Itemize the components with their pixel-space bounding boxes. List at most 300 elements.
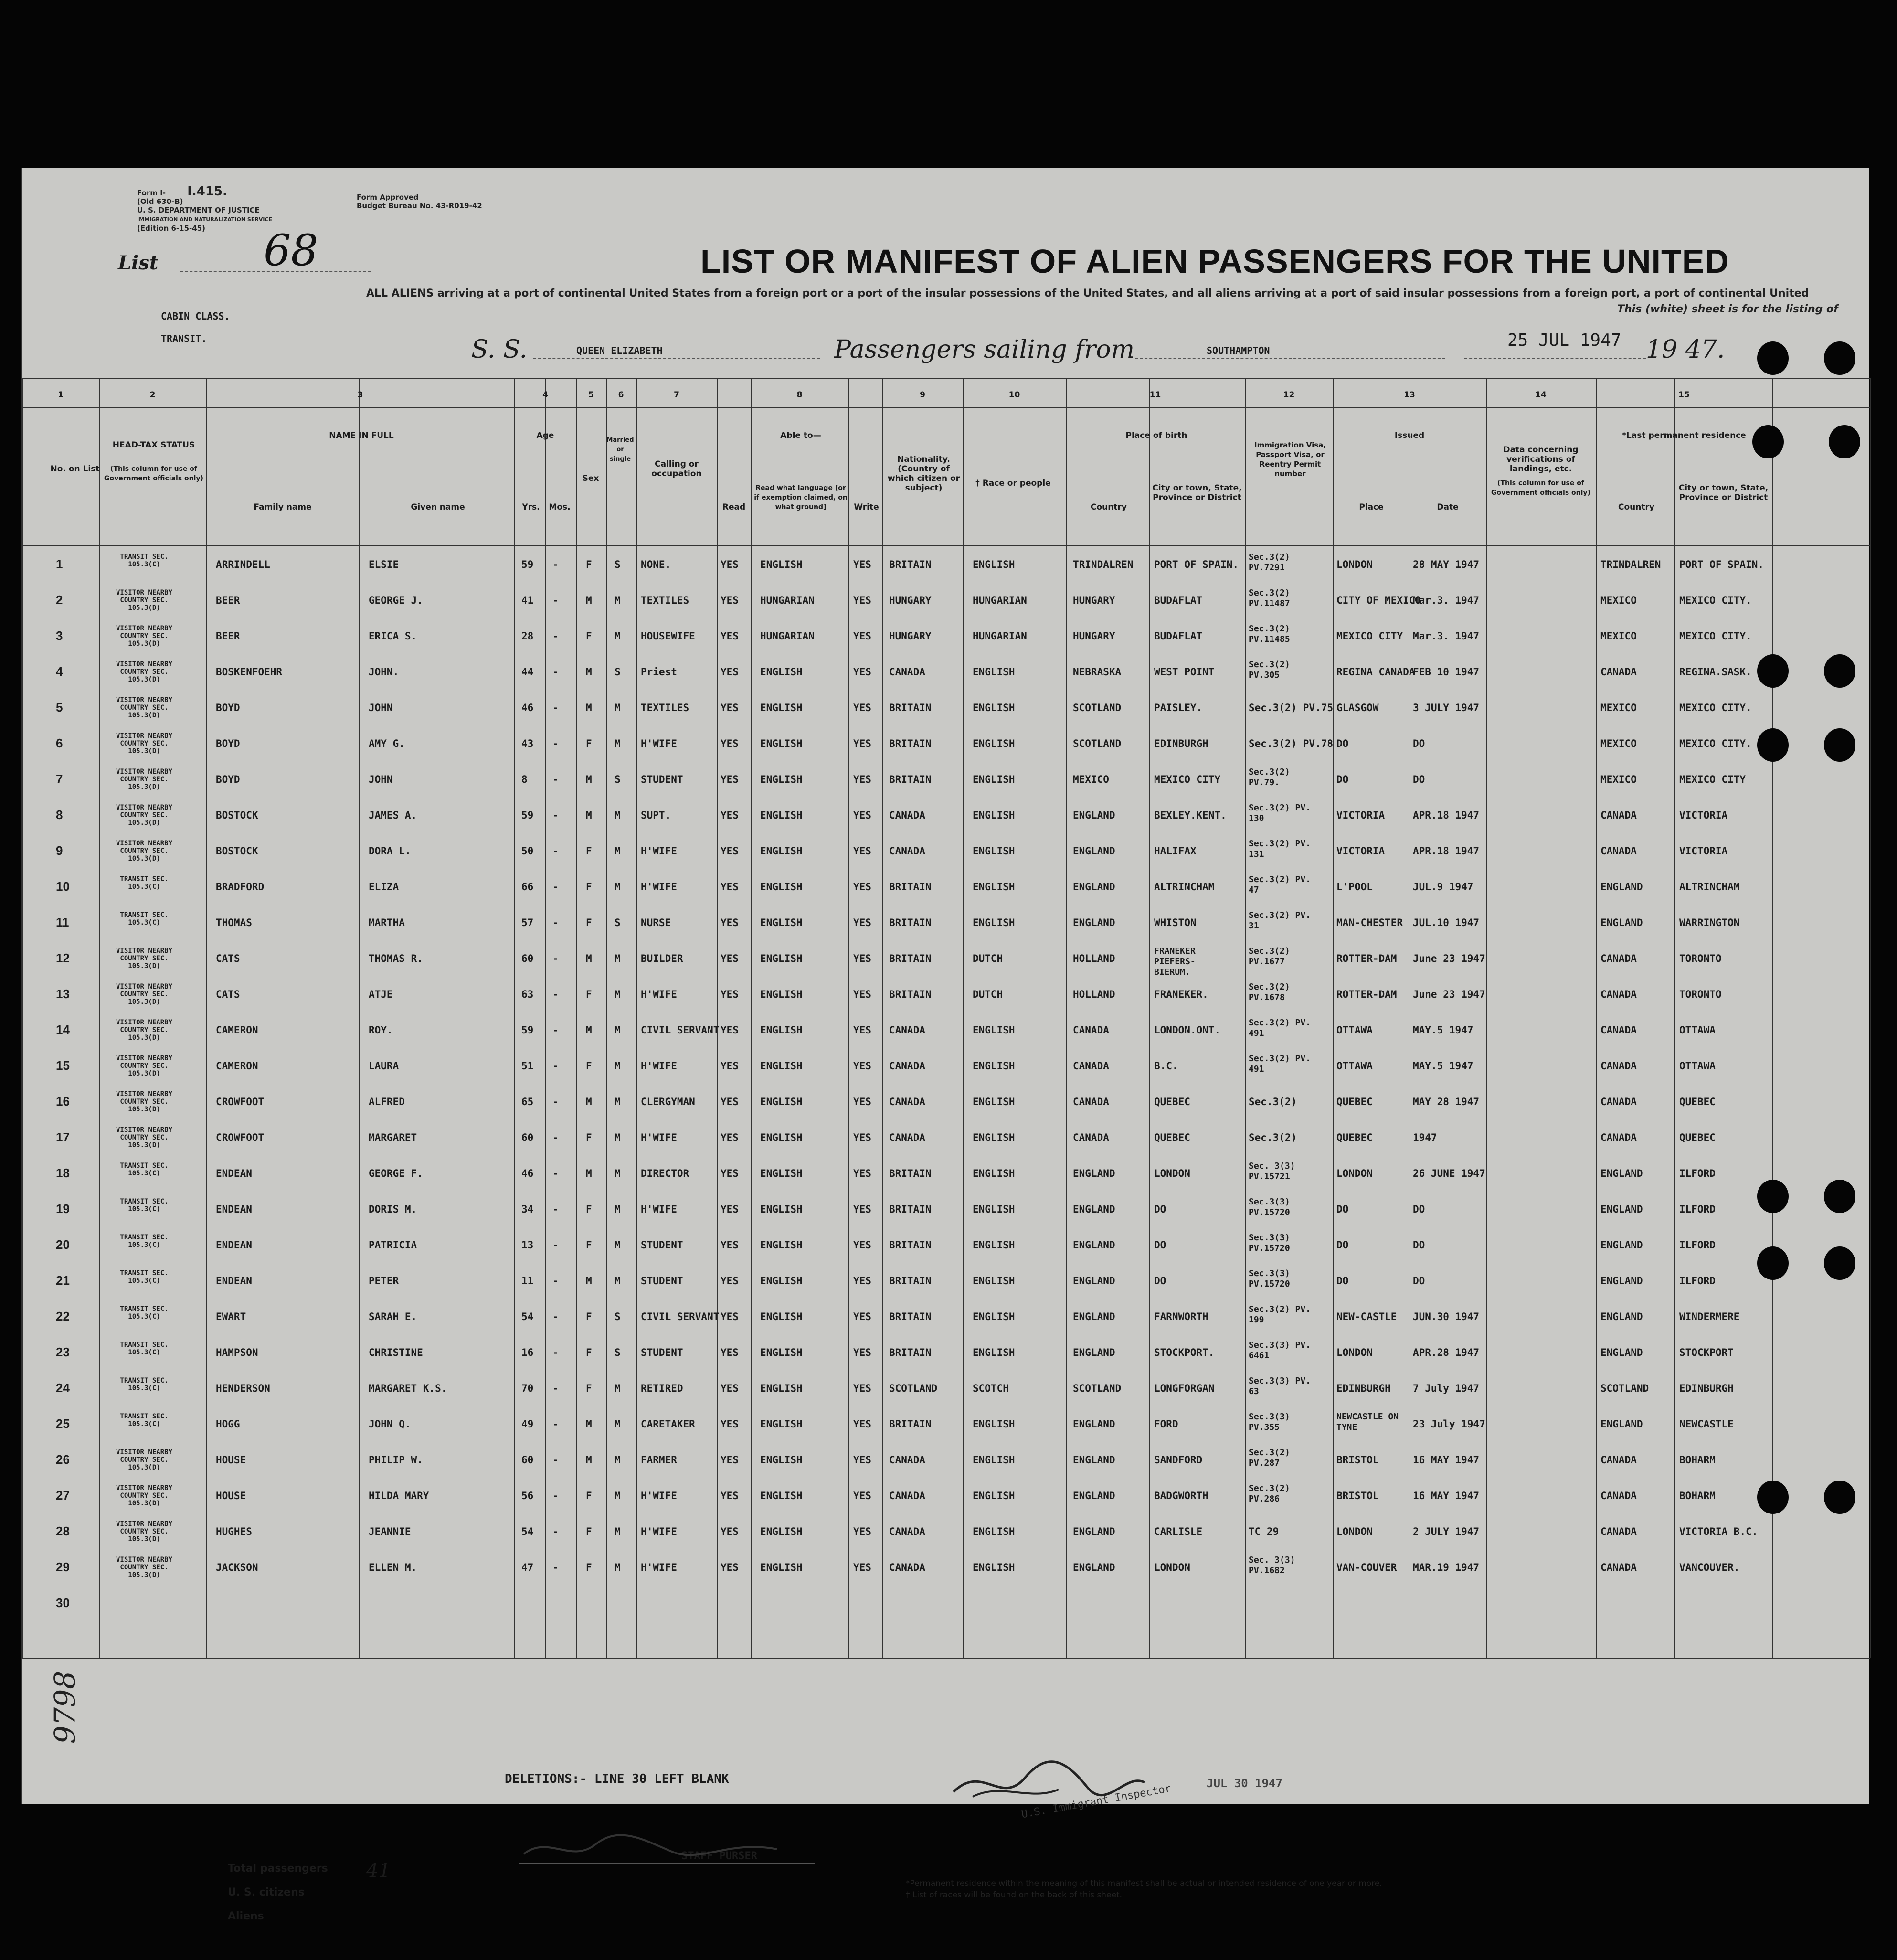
cell-n: 24 xyxy=(56,1381,70,1395)
cell-lang: ENGLISH xyxy=(760,1311,803,1322)
hdr-res-city: City or town, State, Province or District xyxy=(1678,483,1769,502)
cell-giv: JAMES A. xyxy=(369,810,417,821)
cell-idate: 1947 xyxy=(1413,1132,1437,1143)
cell-bc: SCOTLAND xyxy=(1073,738,1122,749)
cell-rd: YES xyxy=(721,1526,739,1537)
cell-rcity: MEXICO CITY. xyxy=(1679,738,1752,749)
cell-rd: YES xyxy=(721,1347,739,1358)
table-row xyxy=(22,1231,1870,1265)
cell-bcity: BUDAFLAT xyxy=(1154,630,1203,642)
cell-n: 26 xyxy=(56,1452,70,1467)
cell-occ: CIVIL SERVANT xyxy=(641,1024,720,1036)
cell-ms: M xyxy=(615,738,621,749)
cell-rcity: OTTAWA xyxy=(1679,1060,1716,1072)
cell-idate: JUL.10 1947 xyxy=(1413,917,1480,928)
cell-n: 20 xyxy=(56,1237,70,1252)
cell-ip: DO xyxy=(1336,774,1349,785)
cell-rc: ENGLAND xyxy=(1600,1347,1643,1358)
cell-ip: NEWCASTLE ON TYNE xyxy=(1336,1412,1399,1432)
cell-ip: LONDON xyxy=(1336,1168,1373,1179)
cell-ms: M xyxy=(615,845,621,857)
cell-race: ENGLISH xyxy=(973,1060,1015,1072)
cell-n: 7 xyxy=(56,772,63,786)
cell-rd: YES xyxy=(721,810,739,821)
cell-ip: LONDON xyxy=(1336,559,1373,570)
cell-ms: M xyxy=(615,881,621,893)
cell-nat: CANADA xyxy=(889,845,925,857)
cell-mos: - xyxy=(552,738,559,749)
cell-occ: CARETAKER xyxy=(641,1418,695,1430)
cell-race: ENGLISH xyxy=(973,1347,1015,1358)
cell-idate: 16 MAY 1947 xyxy=(1413,1454,1480,1466)
hdr-read-language: Read what language [or if exemption claimed, on what ground] xyxy=(754,484,848,511)
hdr-residence: *Last permanent residence xyxy=(1622,431,1746,440)
cell-bcity: LONGFORGAN xyxy=(1154,1383,1215,1394)
cell-ms: M xyxy=(615,1168,621,1179)
cell-nat: BRITAIN xyxy=(889,774,932,785)
table-row xyxy=(22,944,1870,979)
cell-visa: Sec.3(2) PV.78 xyxy=(1249,738,1334,749)
edition: (Edition 6-15-45) xyxy=(137,224,205,233)
cell-ms: S xyxy=(615,917,621,928)
cell-giv: ATJE xyxy=(369,989,393,1000)
cell-giv: MARTHA xyxy=(369,917,405,928)
cell-n: 18 xyxy=(56,1166,70,1180)
cell-nat: BRITAIN xyxy=(889,1275,932,1287)
cell-ip: LONDON xyxy=(1336,1347,1373,1358)
cell-race: ENGLISH xyxy=(973,1526,1015,1537)
cell-bc: CANADA xyxy=(1073,1060,1109,1072)
cell-ms: M xyxy=(615,1454,621,1466)
list-rule xyxy=(180,271,371,272)
cell-sex: F xyxy=(586,738,592,749)
cell-ms: S xyxy=(615,666,621,678)
cell-bc: MEXICO xyxy=(1073,774,1109,785)
cell-idate: JUN.30 1947 xyxy=(1413,1311,1480,1322)
cell-mos: - xyxy=(552,1132,559,1143)
cell-rc: ENGLAND xyxy=(1600,881,1643,893)
hdr-married: Married or single xyxy=(606,437,634,463)
cell-giv: DORIS M. xyxy=(369,1204,417,1215)
cell-sex: M xyxy=(586,666,592,678)
cell-rcity: BOHARM xyxy=(1679,1454,1716,1466)
cell-rd: YES xyxy=(721,953,739,964)
cell-fam: CATS xyxy=(216,953,240,964)
cell-visa: Sec.3(2) PV. 131 xyxy=(1249,839,1311,859)
cell-idate: DO xyxy=(1413,738,1425,749)
cell-rc: ENGLAND xyxy=(1600,1168,1643,1179)
cell-mos: - xyxy=(552,774,559,785)
cell-wr: YES xyxy=(853,1490,871,1502)
cell-race: ENGLISH xyxy=(973,1024,1015,1036)
table-row xyxy=(22,1052,1870,1086)
punch-hole xyxy=(1757,654,1789,688)
cell-giv: SARAH E. xyxy=(369,1311,417,1322)
cell-bc: ENGLAND xyxy=(1073,1239,1115,1251)
column-rule xyxy=(1870,378,1871,1658)
cell-bc: ENGLAND xyxy=(1073,845,1115,857)
cell-ht: VISITOR NEARBY COUNTRY SEC. 105.3(D) xyxy=(116,947,172,970)
cell-race: ENGLISH xyxy=(973,559,1015,570)
hdr-visa: Immigration Visa, Passport Visa, or Reentry Permit number xyxy=(1254,441,1326,478)
cell-occ: H'WIFE xyxy=(641,1204,677,1215)
approval-block xyxy=(357,193,482,210)
cell-fam: THOMAS xyxy=(216,917,252,928)
cell-yrs: 41 xyxy=(521,595,534,606)
cell-idate: 3 JULY 1947 xyxy=(1413,702,1480,714)
cell-mos: - xyxy=(552,666,559,678)
cell-fam: JACKSON xyxy=(216,1562,258,1573)
cell-yrs: 47 xyxy=(521,1562,534,1573)
cell-bc: HUNGARY xyxy=(1073,630,1115,642)
cell-rcity: NEWCASTLE xyxy=(1679,1418,1734,1430)
cell-ms: M xyxy=(615,1562,621,1573)
cell-idate: Mar.3. 1947 xyxy=(1413,595,1480,606)
hdr-birth-country: Country xyxy=(1091,502,1127,512)
table-row xyxy=(22,1481,1870,1516)
cell-ip: DO xyxy=(1336,738,1349,749)
cell-lang: ENGLISH xyxy=(760,1096,803,1108)
column-number: 7 xyxy=(674,390,679,400)
cell-mos: - xyxy=(552,1562,559,1573)
cell-ht: TRANSIT SEC. 105.3(C) xyxy=(120,1198,169,1213)
table-row xyxy=(22,980,1870,1014)
cell-giv: JOHN xyxy=(369,702,393,714)
cell-ip: LONDON xyxy=(1336,1526,1373,1537)
cell-sex: F xyxy=(586,1204,592,1215)
cell-ip: REGINA CANADA xyxy=(1336,666,1415,678)
cell-rc: CANADA xyxy=(1600,845,1637,857)
cell-rcity: VANCOUVER. xyxy=(1679,1562,1740,1573)
cell-bcity: FRANEKER PIEFERS-BIERUM. xyxy=(1154,946,1196,977)
hdr-given-name: Given name xyxy=(411,502,465,512)
cell-bcity: LONDON.ONT. xyxy=(1154,1024,1221,1036)
table-row xyxy=(22,1338,1870,1373)
table-row xyxy=(22,658,1870,692)
table-row xyxy=(22,586,1870,620)
cell-giv: THOMAS R. xyxy=(369,953,423,964)
cell-sex: F xyxy=(586,630,592,642)
cell-wr: YES xyxy=(853,1096,871,1108)
cell-ms: M xyxy=(615,1024,621,1036)
cell-bc: HOLLAND xyxy=(1073,953,1115,964)
cell-yrs: 60 xyxy=(521,1132,534,1143)
cell-idate: Mar.3. 1947 xyxy=(1413,630,1480,642)
cell-ht: TRANSIT SEC. 105.3(C) xyxy=(120,553,169,568)
cell-occ: Priest xyxy=(641,666,677,678)
cell-rc: MEXICO xyxy=(1600,702,1637,714)
cell-mos: - xyxy=(552,1454,559,1466)
cell-nat: BRITAIN xyxy=(889,559,932,570)
cell-wr: YES xyxy=(853,989,871,1000)
cell-bc: ENGLAND xyxy=(1073,1562,1115,1573)
cell-visa: Sec.3(2) PV.286 xyxy=(1249,1483,1290,1504)
cell-idate: 16 MAY 1947 xyxy=(1413,1490,1480,1502)
cell-occ: H'WIFE xyxy=(641,1562,677,1573)
cell-occ: RETIRED xyxy=(641,1383,683,1394)
total-passengers-value: 41 xyxy=(366,1860,391,1882)
cell-race: DUTCH xyxy=(973,989,1003,1000)
cell-rcity: TORONTO xyxy=(1679,953,1722,964)
table-row xyxy=(22,908,1870,943)
cell-wr: YES xyxy=(853,1060,871,1072)
cell-fam: ENDEAN xyxy=(216,1239,252,1251)
cell-ms: M xyxy=(615,1383,621,1394)
cell-n: 10 xyxy=(56,879,70,894)
cell-mos: - xyxy=(552,1204,559,1215)
table-row xyxy=(22,693,1870,728)
column-number: 11 xyxy=(1149,390,1161,400)
cabin-class: CABIN CLASS. xyxy=(161,310,230,322)
cell-sex: M xyxy=(586,1454,592,1466)
subtitle-2: This (white) sheet is for the listing of xyxy=(1617,303,1838,315)
cell-ms: M xyxy=(615,1204,621,1215)
cell-rcity: WINDERMERE xyxy=(1679,1311,1740,1322)
page-title: LIST OR MANIFEST OF ALIEN PASSENGERS FOR THE UNITED xyxy=(700,243,1729,280)
cell-rd: YES xyxy=(721,1024,739,1036)
cell-bcity: QUEBEC xyxy=(1154,1132,1190,1143)
cell-rd: YES xyxy=(721,1168,739,1179)
cell-occ: H'WIFE xyxy=(641,1490,677,1502)
port-name: SOUTHAMPTON xyxy=(1207,345,1270,356)
cell-yrs: 11 xyxy=(521,1275,534,1287)
cell-wr: YES xyxy=(853,595,871,606)
subtitle: ALL ALIENS arriving at a port of continental United States from a foreign port or a port of the insular possessions of the United States, and all aliens arriving at a port of said insular possessions from a foreign port, a port of continental United xyxy=(366,288,1809,299)
cell-n: 3 xyxy=(56,628,63,643)
hdr-res-country: Country xyxy=(1618,502,1654,512)
cell-bcity: LONDON xyxy=(1154,1168,1190,1179)
table-row xyxy=(22,1517,1870,1552)
cell-wr: YES xyxy=(853,630,871,642)
cell-ip: QUEBEC xyxy=(1336,1132,1373,1143)
cell-sex: M xyxy=(586,953,592,964)
cell-race: ENGLISH xyxy=(973,810,1015,821)
table-row xyxy=(22,1267,1870,1301)
hdr-able-to: Able to— xyxy=(780,431,821,440)
cell-visa: Sec.3(2) PV.1678 xyxy=(1249,982,1290,1002)
cell-sex: M xyxy=(586,1168,592,1179)
cell-nat: CANADA xyxy=(889,1060,925,1072)
cell-ip: ROTTER-DAM xyxy=(1336,989,1397,1000)
cell-bc: ENGLAND xyxy=(1073,1204,1115,1215)
cell-visa: Sec.3(2) xyxy=(1249,1096,1297,1108)
cell-ip: OTTAWA xyxy=(1336,1024,1373,1036)
date-rule xyxy=(1464,358,1646,359)
cell-mos: - xyxy=(552,1239,559,1251)
cell-fam: ENDEAN xyxy=(216,1168,252,1179)
cell-visa: Sec.3(2) PV. 31 xyxy=(1249,910,1311,931)
cell-sex: F xyxy=(586,989,592,1000)
cell-wr: YES xyxy=(853,1239,871,1251)
cell-ms: M xyxy=(615,1275,621,1287)
cell-idate: DO xyxy=(1413,1239,1425,1251)
ss-label: S. S. xyxy=(471,335,528,364)
hdr-nationality: Nationality. (Country of which citizen or subject) xyxy=(887,455,960,493)
cell-occ: STUDENT xyxy=(641,1239,683,1251)
cell-rc: CANADA xyxy=(1600,1024,1637,1036)
cell-sex: F xyxy=(586,1311,592,1322)
cell-bcity: DO xyxy=(1154,1275,1166,1287)
year-label: 19 47. xyxy=(1646,335,1725,364)
cell-sex: M xyxy=(586,1418,592,1430)
cell-occ: TEXTILES xyxy=(641,595,689,606)
cell-rd: YES xyxy=(721,917,739,928)
cell-bcity: FORD xyxy=(1154,1418,1178,1430)
cell-ht: VISITOR NEARBY COUNTRY SEC. 105.3(D) xyxy=(116,1556,172,1579)
cell-fam: BOSTOCK xyxy=(216,810,258,821)
cell-nat: BRITAIN xyxy=(889,917,932,928)
cell-yrs: 63 xyxy=(521,989,534,1000)
cell-lang: ENGLISH xyxy=(760,1383,803,1394)
cell-occ: H'WIFE xyxy=(641,738,677,749)
cell-race: ENGLISH xyxy=(973,1311,1015,1322)
cell-occ: H'WIFE xyxy=(641,1060,677,1072)
ship-rule xyxy=(533,358,820,359)
cell-race: ENGLISH xyxy=(973,738,1015,749)
cell-giv: MARGARET K.S. xyxy=(369,1383,447,1394)
cell-lang: ENGLISH xyxy=(760,1490,803,1502)
cell-ms: S xyxy=(615,774,621,785)
cell-mos: - xyxy=(552,559,559,570)
cell-sex: F xyxy=(586,1239,592,1251)
cell-idate: 2 JULY 1947 xyxy=(1413,1526,1480,1537)
cell-bc: TRINDALREN xyxy=(1073,559,1134,570)
cell-rcity: VICTORIA xyxy=(1679,845,1728,857)
sailing-date: 25 JUL 1947 xyxy=(1507,330,1621,350)
cell-visa: Sec.3(3) PV.355 xyxy=(1249,1412,1290,1432)
cell-sex: F xyxy=(586,1526,592,1537)
cell-race: ENGLISH xyxy=(973,774,1015,785)
punch-hole xyxy=(1757,1481,1789,1514)
cell-sex: F xyxy=(586,881,592,893)
cell-ht: VISITOR NEARBY COUNTRY SEC. 105.3(D) xyxy=(116,660,172,683)
cell-rc: CANADA xyxy=(1600,1060,1637,1072)
hdr-write: Write xyxy=(854,502,879,512)
cell-fam: ARRINDELL xyxy=(216,559,270,570)
cell-rd: YES xyxy=(721,1060,739,1072)
header-bottom-rule xyxy=(22,545,1870,546)
cell-n: 17 xyxy=(56,1130,70,1144)
cell-fam: BOYD xyxy=(216,702,240,714)
cell-visa: Sec.3(2) xyxy=(1249,1132,1297,1143)
hdr-name-in-full: NAME IN FULL xyxy=(329,431,394,440)
header-top-rule xyxy=(22,378,1870,379)
cell-yrs: 50 xyxy=(521,845,534,857)
cell-rcity: TORONTO xyxy=(1679,989,1722,1000)
cell-visa: Sec.3(2) PV.11485 xyxy=(1249,624,1290,644)
cell-yrs: 59 xyxy=(521,810,534,821)
cell-race: ENGLISH xyxy=(973,1418,1015,1430)
cell-occ: DIRECTOR xyxy=(641,1168,689,1179)
cell-mos: - xyxy=(552,702,559,714)
cell-rc: MEXICO xyxy=(1600,774,1637,785)
hdr-age: Age xyxy=(536,431,554,440)
cell-giv: HILDA MARY xyxy=(369,1490,429,1502)
cell-bc: HUNGARY xyxy=(1073,595,1115,606)
cell-idate: June 23 1947 xyxy=(1413,989,1485,1000)
cell-rd: YES xyxy=(721,1204,739,1215)
cell-giv: PATRICIA xyxy=(369,1239,417,1251)
hdr-calling: Calling or occupation xyxy=(651,459,702,479)
cell-bcity: B.C. xyxy=(1154,1060,1178,1072)
cell-ht: VISITOR NEARBY COUNTRY SEC. 105.3(D) xyxy=(116,804,172,827)
punch-hole xyxy=(1757,341,1789,375)
total-passengers-label: Total passengers xyxy=(228,1863,328,1875)
cell-rd: YES xyxy=(721,1132,739,1143)
cell-n: 4 xyxy=(56,664,63,679)
cell-ht: TRANSIT SEC. 105.3(C) xyxy=(120,1305,169,1321)
cell-bcity: BEXLEY.KENT. xyxy=(1154,810,1227,821)
cell-bc: ENGLAND xyxy=(1073,1490,1115,1502)
cell-visa: Sec.3(2) PV.1677 xyxy=(1249,946,1290,967)
hdr-mos: Mos. xyxy=(549,502,571,512)
cell-giv: JOHN Q. xyxy=(369,1418,411,1430)
cell-nat: BRITAIN xyxy=(889,953,932,964)
cell-race: ENGLISH xyxy=(973,1562,1015,1573)
cell-sex: M xyxy=(586,595,592,606)
cell-fam: CATS xyxy=(216,989,240,1000)
cell-ip: GLASGOW xyxy=(1336,702,1379,714)
cell-lang: ENGLISH xyxy=(760,702,803,714)
cell-yrs: 43 xyxy=(521,738,534,749)
cell-nat: BRITAIN xyxy=(889,1204,932,1215)
cell-rcity: REGINA.SASK. xyxy=(1679,666,1752,678)
cell-idate: DO xyxy=(1413,1275,1425,1287)
cell-ip: MAN-CHESTER xyxy=(1336,917,1403,928)
cell-mos: - xyxy=(552,845,559,857)
table-row xyxy=(22,729,1870,764)
cell-nat: BRITAIN xyxy=(889,738,932,749)
cell-visa: Sec.3(2) PV.305 xyxy=(1249,660,1290,680)
cell-yrs: 44 xyxy=(521,666,534,678)
cell-ht: VISITOR NEARBY COUNTRY SEC. 105.3(D) xyxy=(116,1520,172,1543)
cell-yrs: 34 xyxy=(521,1204,534,1215)
cell-yrs: 8 xyxy=(521,774,528,785)
cell-mos: - xyxy=(552,1060,559,1072)
cell-bcity: HALIFAX xyxy=(1154,845,1197,857)
cell-ms: S xyxy=(615,559,621,570)
cell-giv: MARGARET xyxy=(369,1132,417,1143)
cell-lang: ENGLISH xyxy=(760,917,803,928)
cell-race: ENGLISH xyxy=(973,1168,1015,1179)
cell-ms: M xyxy=(615,1060,621,1072)
transit-label: TRANSIT. xyxy=(161,333,207,344)
cell-yrs: 13 xyxy=(521,1239,534,1251)
cell-race: HUNGARIAN xyxy=(973,595,1027,606)
cell-ip: CITY OF MEXICO xyxy=(1336,595,1421,606)
cell-fam: HENDERSON xyxy=(216,1383,270,1394)
table-row xyxy=(22,1374,1870,1408)
cell-occ: NONE. xyxy=(641,559,671,570)
cell-yrs: 28 xyxy=(521,630,534,642)
cell-fam: ENDEAN xyxy=(216,1204,252,1215)
table-row xyxy=(22,1446,1870,1480)
punch-hole xyxy=(1757,1180,1789,1213)
cell-wr: YES xyxy=(853,1526,871,1537)
cell-wr: YES xyxy=(853,845,871,857)
cell-rcity: ALTRINCHAM xyxy=(1679,881,1740,893)
cell-lang: ENGLISH xyxy=(760,810,803,821)
cell-ms: M xyxy=(615,1132,621,1143)
cell-visa: Sec.3(2) PV. 130 xyxy=(1249,803,1311,823)
cell-fam: ENDEAN xyxy=(216,1275,252,1287)
cell-race: ENGLISH xyxy=(973,1239,1015,1251)
cell-idate: June 23 1947 xyxy=(1413,953,1485,964)
deletions-note: DELETIONS:- LINE 30 LEFT BLANK xyxy=(505,1772,729,1786)
cell-occ: H'WIFE xyxy=(641,881,677,893)
punch-hole xyxy=(1824,1481,1855,1514)
cell-rcity: ILFORD xyxy=(1679,1204,1716,1215)
